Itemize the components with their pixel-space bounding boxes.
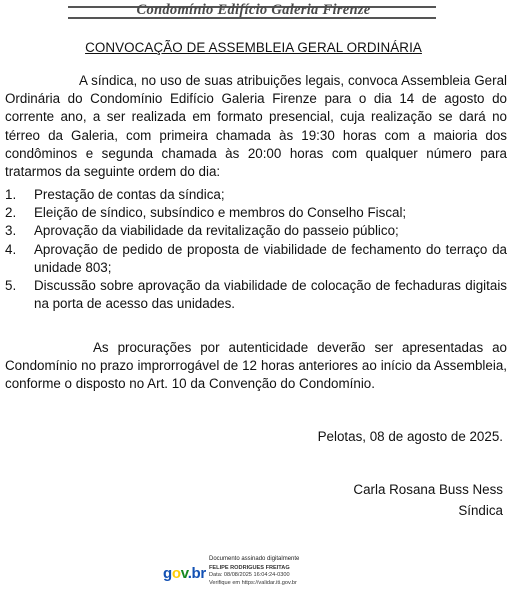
agenda-item bbox=[5, 241, 507, 277]
agenda-item-text: Aprovação da viabilidade da revitalização do passeio público; bbox=[34, 223, 399, 239]
verify-link[interactable]: Verifique em https://validar.iti.gov.br bbox=[209, 579, 297, 586]
agenda-item-number: 4. bbox=[5, 241, 17, 257]
agenda-item-text: Prestação de contas da síndica; bbox=[34, 187, 225, 202]
intro-paragraph: A síndica, no uso de suas atribuições legais, convoca Assembleia Geral Ordinária do Condomínio Edifício Galeria Firenze para o dia 14 de agosto do corrente ano, a ser realizada em formato presencial, cuja realização se dará no térreo da Galeria, com primeira chamada às 19:30 horas com a maioria dos condôminos e segunda chamada às 20:00 horas com qualquer número para tratarmos da seguinte ordem do dia: bbox=[5, 73, 507, 180]
agenda-item bbox=[5, 204, 507, 222]
agenda-item-number: 2. bbox=[5, 205, 17, 221]
agenda-item bbox=[5, 277, 507, 313]
agenda-item-text: Eleição de síndico, subsíndico e membros do Conselho Fiscal; bbox=[34, 205, 407, 221]
agenda-item-text: Discussão sobre aprovação da viabilidade de colocação de fechaduras digitais na porta de acesso das unidades. bbox=[34, 278, 507, 312]
agenda-list bbox=[5, 186, 507, 313]
date-line: Pelotas, 08 de agosto de 2025. bbox=[317, 429, 503, 444]
signature-heading: Documento assinado digitalmente bbox=[209, 556, 300, 562]
signer-name: FELIPE RODRIGUES FREITAG bbox=[209, 564, 290, 571]
signature-date: Data: 08/08/2025 16:04:24-0300 bbox=[209, 572, 290, 579]
signatory-name: Carla Rosana Buss Ness bbox=[353, 482, 503, 497]
proxy-paragraph: As procurações por autenticidade deverão ser apresentadas ao Condomínio no prazo improrrogável de 12 horas anteriores ao início da Assembleia, conforme o disposto no Art. 10 da Convenção do Condomínio. bbox=[5, 340, 507, 392]
govbr-logo: gov.br bbox=[163, 565, 206, 582]
document-title: CONVOCAÇÃO DE ASSEMBLEIA GERAL ORDINÁRIA bbox=[85, 40, 422, 55]
letterhead bbox=[0, 0, 507, 22]
agenda-item bbox=[5, 222, 507, 240]
agenda-item-number: 5. bbox=[5, 278, 17, 294]
signature-details bbox=[209, 556, 299, 587]
digital-signature-stamp bbox=[163, 556, 333, 596]
agenda-item-number: 3. bbox=[5, 223, 17, 239]
agenda-item-number: 1. bbox=[5, 187, 17, 202]
agenda-item-text: Aprovação de pedido de proposta de viabilidade de fechamento do terraço da unidade 803; bbox=[34, 241, 507, 275]
agenda-item bbox=[5, 186, 507, 204]
signatory-role: Síndica bbox=[458, 503, 503, 518]
letterhead-title: Condomínio Edifício Galeria Firenze bbox=[136, 2, 371, 18]
